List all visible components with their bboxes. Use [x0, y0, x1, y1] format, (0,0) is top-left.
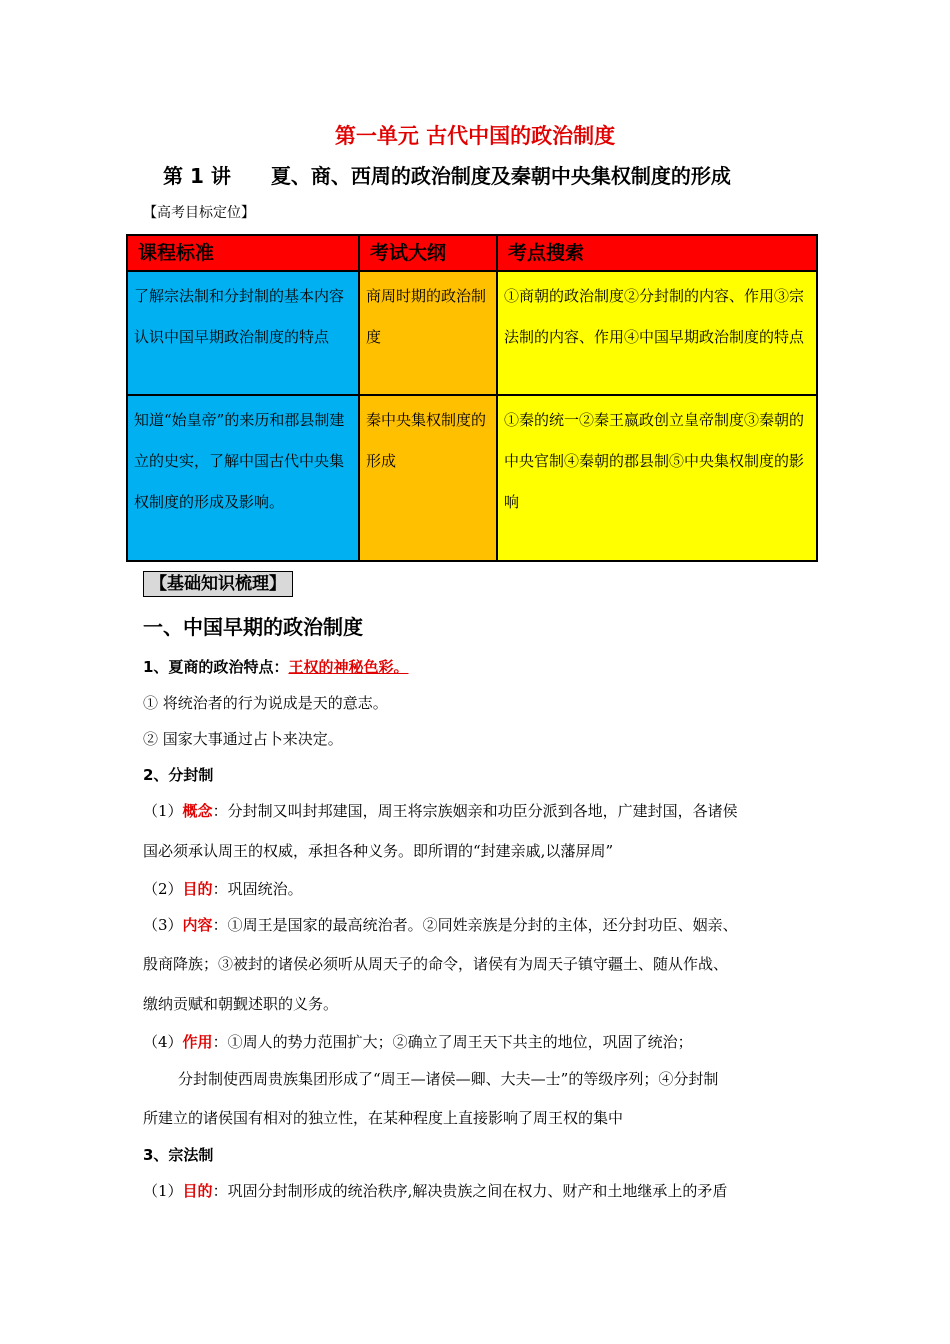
table-cell: 了解宗法制和分封制的基本内容认识中国早期政治制度的特点: [127, 271, 359, 395]
lecture-title: [163, 160, 863, 189]
table-cell: ①商朝的政治制度②分封制的内容、作用③宗法制的内容、作用④中国早期政治制度的特点: [497, 271, 817, 395]
item-label: 作用: [182, 1033, 213, 1051]
subheading: 1、夏商的政治特点：: [143, 658, 289, 676]
list-item: ① 将统治者的行为说成是天的意志。: [143, 694, 388, 712]
paragraph-line: 分封制使西周贵族集团形成了“周王—诸侯—卿、大夫—士”的等级序列；④分封制: [178, 1070, 719, 1088]
table-cell: 知道“始皇帝”的来历和郡县制建立的史实，了解中国古代中央集权制度的形成及影响。: [127, 395, 359, 561]
subheading: 2、分封制: [143, 766, 214, 784]
paragraph-purpose: [143, 878, 303, 899]
highlight-text: 王权的神秘色彩。: [288, 658, 409, 676]
unit-title: 第一单元 古代中国的政治制度: [334, 124, 616, 148]
item-number: （1）: [143, 1182, 183, 1200]
table-cell: 商周时期的政治制度: [359, 271, 497, 395]
paragraph-line: 缴纳贡赋和朝觐述职的义务。: [143, 995, 339, 1013]
lecture-number: 第 1 讲: [163, 164, 231, 188]
item-text: ：①周人的势力范围扩大；②确立了周王天下共主的地位，巩固了统治；: [212, 1033, 693, 1051]
item-text: ：巩固统治。: [212, 880, 303, 898]
header-key-points: 考点搜索: [497, 235, 817, 271]
table-row: [127, 271, 817, 395]
list-item: ② 国家大事通过占卜来决定。: [143, 730, 343, 748]
item-text: ：巩固分封制形成的统治秩序,解决贵族之间在权力、财产和土地继承上的矛盾: [212, 1182, 728, 1200]
item-number: （2）: [143, 880, 183, 898]
subheading: 3、宗法制: [143, 1146, 214, 1164]
section-tag-goals: 【高考目标定位】: [143, 205, 255, 221]
table-cell: ①秦的统一②秦王嬴政创立皇帝制度③秦朝的中央官制④秦朝的郡县制⑤中央集权制度的影响: [497, 395, 817, 561]
paragraph-line: 所建立的诸侯国有相对的独立性，在某种程度上直接影响了周王权的集中: [143, 1109, 624, 1127]
basics-tag: 【基础知识梳理】: [143, 571, 293, 597]
paragraph-zongfa-purpose: [143, 1180, 727, 1201]
paragraph-line: 国必须承认周王的权威，承担各种义务。即所谓的“封建亲戚,以藩屏周”: [143, 842, 614, 860]
item-number: （4）: [143, 1033, 183, 1051]
lecture-name: 夏、商、西周的政治制度及秦朝中央集权制度的形成: [270, 164, 731, 188]
header-course-standard: 课程标准: [127, 235, 359, 271]
standards-table: [126, 234, 818, 562]
section-heading: 一、中国早期的政治制度: [143, 615, 363, 639]
paragraph-content: [143, 914, 738, 935]
table-row: [127, 395, 817, 561]
item-label: 概念: [182, 802, 213, 820]
table-cell: 秦中央集权制度的形成: [359, 395, 497, 561]
item-number: （3）: [143, 916, 183, 934]
item-label: 目的: [182, 880, 213, 898]
paragraph-effect: [143, 1031, 693, 1052]
paragraph-xia-shang: [143, 656, 408, 677]
item-label: 内容: [182, 916, 213, 934]
item-label: 目的: [182, 1182, 213, 1200]
item-text: ：①周王是国家的最高统治者。②同姓亲族是分封的主体，还分封功臣、姻亲、: [212, 916, 738, 934]
header-exam-outline: 考试大纲: [359, 235, 497, 271]
paragraph-concept: [143, 800, 738, 821]
table-header-row: [127, 235, 817, 271]
item-number: （1）: [143, 802, 183, 820]
item-text: ：分封制又叫封邦建国，周王将宗族姻亲和功臣分派到各地，广建封国，各诸侯: [212, 802, 738, 820]
paragraph-line: 殷商降族；③被封的诸侯必须听从周天子的命令，诸侯有为周天子镇守疆土、随从作战、: [143, 955, 729, 973]
